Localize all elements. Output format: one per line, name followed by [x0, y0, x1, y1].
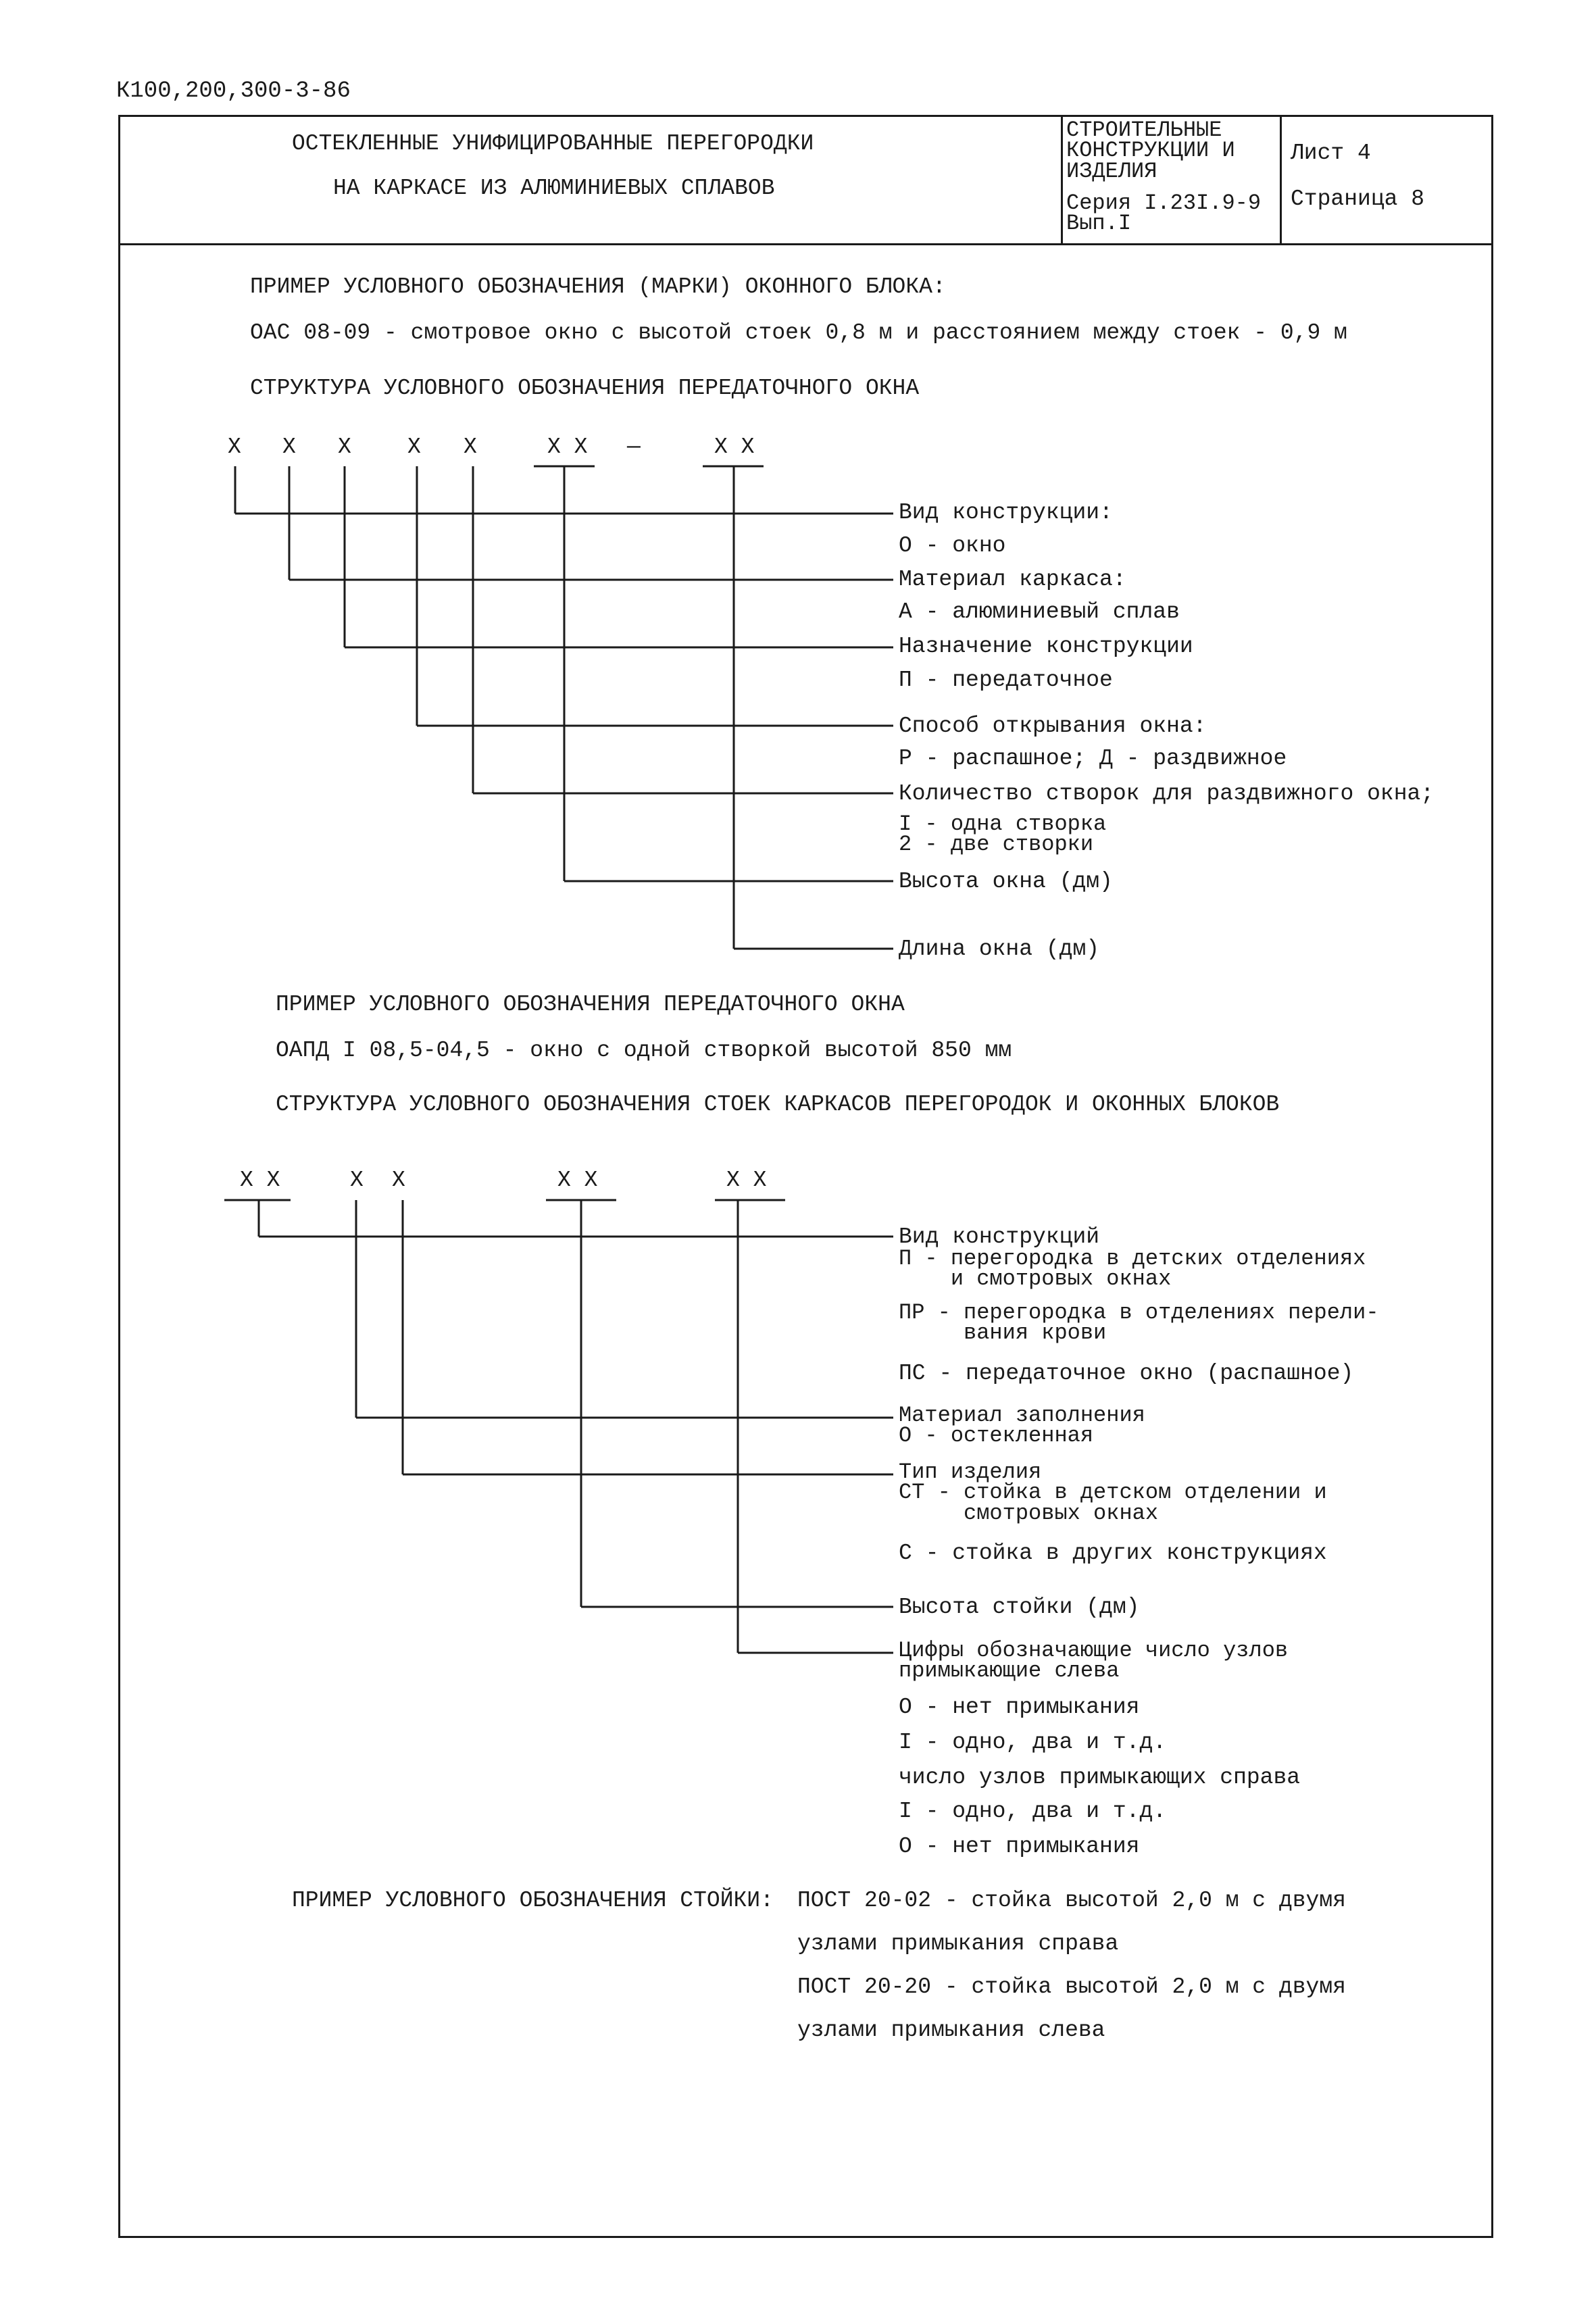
s2-legend-item: С - стойка в других конструкциях [899, 1541, 1327, 1566]
s1-tree [235, 466, 893, 949]
s1-legend-item: Способ открывания окна: [899, 714, 1207, 739]
s1-symbol: Х Х [714, 434, 755, 459]
section3-line-1: ПОСТ 20-02 - стойка высотой 2,0 м с двумя [797, 1888, 1346, 1913]
s1-legend-item: Длина окна (дм) [899, 937, 1100, 962]
s1-legend-item: Материал каркаса: [899, 567, 1126, 592]
section3-line-4: узлами примыкания слева [797, 2018, 1105, 2043]
s2-symbol: Х [350, 1168, 364, 1193]
page-number: Страница 8 [1291, 186, 1425, 211]
title-line-1: ОСТЕКЛЕННЫЕ УНИФИЦИРОВАННЫЕ ПЕРЕГОРОДКИ [292, 131, 814, 156]
section3-line-2: узлами примыкания справа [797, 1931, 1119, 1956]
s2-legend-item: Материал заполнения О - остекленная [899, 1403, 1145, 1449]
issue-label: Вып.I [1066, 211, 1132, 236]
document-code: К100,200,300-3-86 [116, 78, 351, 104]
section1-heading: ПРИМЕР УСЛОВНОГО ОБОЗНАЧЕНИЯ (МАРКИ) ОКОННОГО БЛОКА: [250, 274, 946, 299]
s1-legend-item: Высота окна (дм) [899, 869, 1113, 894]
s2-legend-item: I - одно, два и т.д. [899, 1730, 1167, 1755]
s1-symbol: Х Х [547, 434, 588, 459]
section3-line-3: ПОСТ 20-20 - стойка высотой 2,0 м с двумя [797, 1974, 1346, 1999]
s1-legend-item: О - окно [899, 533, 1006, 558]
s1-symbol: Х [282, 434, 296, 459]
s2-legend-item: Цифры обозначающие число узлов примыкающие слева [899, 1638, 1289, 1684]
s1-legend-item: Р - распашное; Д - раздвижное [899, 746, 1287, 771]
s2-legend-item: число узлов примыкающих справа [899, 1765, 1301, 1790]
s1-symbol-dash: — [627, 434, 641, 459]
series-label: Серия I.23I.9-9 [1066, 191, 1262, 216]
s1-legend-item: П - передаточное [899, 668, 1113, 693]
s1-legend-item: I - одна створка 2 - две створки [899, 812, 1107, 857]
section2-example: ОАПД I 08,5-04,5 - окно с одной створкой высотой 850 мм [276, 1038, 1012, 1063]
s2-legend-item: О - нет примыкания [899, 1695, 1140, 1720]
s1-symbol: Х [407, 434, 421, 459]
s2-legend-item: Тип изделия СТ - стойка в детском отделении и смотровых окнах [899, 1460, 1327, 1526]
s2-legend-item: Вид конструкций [899, 1224, 1100, 1249]
title-line-2: НА КАРКАСЕ ИЗ АЛЮМИНИЕВЫХ СПЛАВОВ [333, 176, 775, 201]
s2-legend-item: ПР - перегородка в отделениях перели- вания крови [899, 1300, 1379, 1346]
s1-symbol: Х [228, 434, 241, 459]
s1-legend-item: Вид конструкции: [899, 500, 1113, 525]
section1-example: ОАС 08-09 - смотровое окно с высотой стоек 0,8 м и расстоянием между стоек - 0,9 м [250, 320, 1347, 345]
s2-legend-item: Высота стойки (дм) [899, 1595, 1140, 1620]
s1-symbol: Х [338, 434, 351, 459]
section2-structure-title: СТРУКТУРА УСЛОВНОГО ОБОЗНАЧЕНИЯ СТОЕК КАРКАСОВ ПЕРЕГОРОДОК И ОКОННЫХ БЛОКОВ [276, 1092, 1280, 1117]
s2-tree [224, 1200, 893, 1653]
section2-heading: ПРИМЕР УСЛОВНОГО ОБОЗНАЧЕНИЯ ПЕРЕДАТОЧНОГО ОКНА [276, 992, 905, 1017]
section3-label: ПРИМЕР УСЛОВНОГО ОБОЗНАЧЕНИЯ СТОЙКИ: [292, 1888, 774, 1913]
category-label: СТРОИТЕЛЬНЫЕ КОНСТРУКЦИИ И ИЗДЕЛИЯ [1066, 118, 1235, 184]
s1-legend-item: А - алюминиевый сплав [899, 599, 1180, 624]
s2-legend-item: ПС - передаточное окно (распашное) [899, 1361, 1354, 1386]
sheet-number: Лист 4 [1291, 141, 1371, 166]
s2-legend-item: I - одно, два и т.д. [899, 1799, 1167, 1824]
s2-legend-item: П - перегородка в детских отделениях и смотровых окнах [899, 1246, 1366, 1292]
section1-structure-title: СТРУКТУРА УСЛОВНОГО ОБОЗНАЧЕНИЯ ПЕРЕДАТОЧНОГО ОКНА [250, 376, 920, 401]
s1-legend-item: Назначение конструкции [899, 634, 1193, 659]
s2-symbol: Х Х [557, 1168, 598, 1193]
s1-symbol: Х [464, 434, 477, 459]
s1-legend-item: Количество створок для раздвижного окна; [899, 781, 1435, 806]
s2-symbol: Х [392, 1168, 405, 1193]
s2-symbol: Х Х [240, 1168, 280, 1193]
s2-legend-item: О - нет примыкания [899, 1834, 1140, 1859]
s2-symbol: Х Х [726, 1168, 767, 1193]
